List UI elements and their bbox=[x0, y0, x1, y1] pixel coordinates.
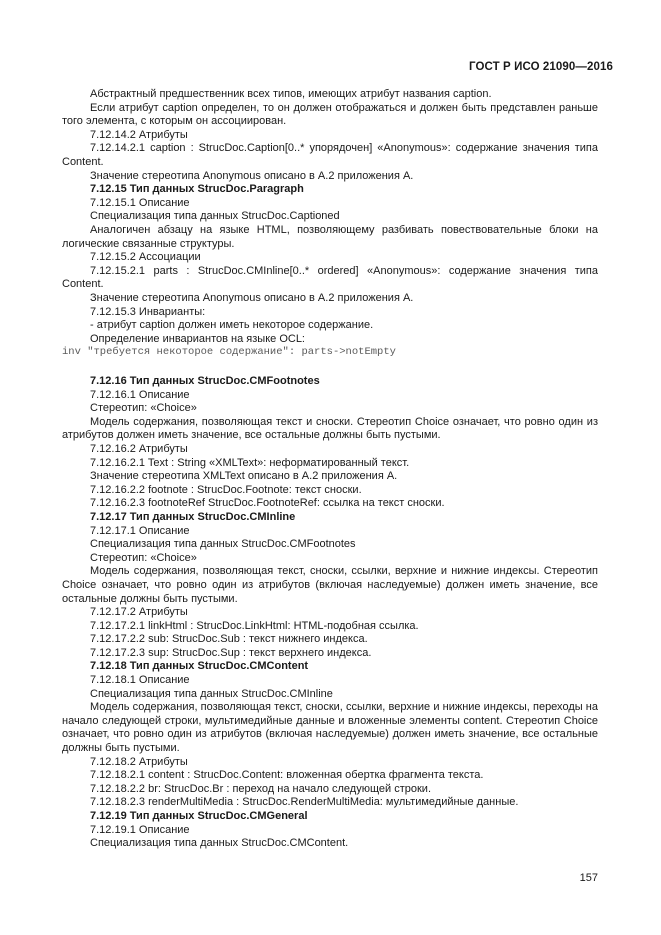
paragraph: Специализация типа данных StrucDoc.Captioned bbox=[90, 210, 340, 223]
section-heading: 7.12.16 Тип данных StrucDoc.CMFootnotes bbox=[90, 375, 320, 387]
paragraph: 7.12.18.2 Атрибуты bbox=[90, 755, 188, 768]
paragraph: - атрибут caption должен иметь некоторое содержание. bbox=[90, 319, 374, 332]
paragraph: 7.12.14.2.1 caption : StrucDoc.Caption[0..* упорядочен] «Anonymous»: содержание значения типа Content. bbox=[62, 142, 598, 168]
ocl-code-line: inv "требуется некоторое содержание": parts->notEmpty bbox=[62, 346, 396, 358]
document-header: ГОСТ Р ИСО 21090—2016 bbox=[468, 61, 613, 73]
paragraph: Абстрактный предшественник всех типов, имеющих атрибут названия caption. bbox=[90, 88, 492, 100]
paragraph: 7.12.15.2.1 parts : StrucDoc.CMInline[0..* ordered] «Anonymous»: содержание значения типа Content. bbox=[62, 264, 598, 291]
paragraph: Специализация типа данных StrucDoc.CMFootnotes bbox=[90, 538, 356, 551]
paragraph: Стереотип: «Choice» bbox=[90, 551, 197, 564]
paragraph: Определение инвариантов на языке OCL: bbox=[90, 332, 305, 345]
section-heading: 7.12.19 Тип данных StrucDoc.CMGeneral bbox=[90, 810, 308, 822]
text-block-2 bbox=[62, 375, 598, 851]
text-block-1 bbox=[62, 88, 598, 346]
paragraph: 7.12.18.2.1 content : StrucDoc.Content: вложенная обертка фрагмента текста. bbox=[90, 769, 484, 782]
paragraph: 7.12.16.2 Атрибуты bbox=[90, 442, 188, 455]
paragraph: 7.12.17.2 Атрибуты bbox=[90, 606, 188, 619]
paragraph: 7.12.16.1 Описание bbox=[90, 388, 190, 401]
section-heading: 7.12.15 Тип данных StrucDoc.Paragraph bbox=[90, 183, 304, 196]
paragraph: Значение стереотипа XMLText описано в А.2 приложения А. bbox=[90, 470, 398, 483]
section-heading: 7.12.18 Тип данных StrucDoc.CMContent bbox=[90, 660, 309, 673]
paragraph: Модель содержания, позволяющая текст, сноски, ссылки, верхние и нижние индексы. Стереотип Choice означает, что ровно один из атрибутов (включая наследуемые) должен иметь значение, все остальные должны быть пустыми. bbox=[62, 565, 598, 605]
paragraph: Специализация типа данных StrucDoc.CMContent. bbox=[90, 837, 349, 850]
paragraph: Если атрибут caption определен, то он должен отображаться и должен быть представлен раньше того элемента, с которым он ассоциирован. bbox=[62, 101, 598, 128]
section-heading: 7.12.17 Тип данных StrucDoc.CMInline bbox=[90, 510, 296, 523]
paragraph: 7.12.17.2.2 sub: StrucDoc.Sub : текст нижнего индекса. bbox=[90, 633, 368, 646]
paragraph: 7.12.17.1 Описание bbox=[90, 524, 190, 537]
paragraph: Аналогичен абзацу на языке HTML, позволяющему разбивать повествовательные блоки на логические связанные структуры. bbox=[62, 223, 598, 250]
paragraph: 7.12.18.2.3 renderMultiMedia : StrucDoc.RenderMultiMedia: мультимедийные данные. bbox=[90, 796, 519, 809]
paragraph: 7.12.16.2.2 footnote : StrucDoc.Footnote: текст сноски. bbox=[90, 483, 362, 496]
paragraph: 7.12.17.2.3 sup: StrucDoc.Sup : текст верхнего индекса. bbox=[90, 646, 372, 659]
page-number: 157 bbox=[579, 872, 598, 884]
paragraph: 7.12.18.2.2 br: StrucDoc.Br : переход на начало следующей строки. bbox=[90, 782, 432, 795]
paragraph: 7.12.14.2 Атрибуты bbox=[90, 128, 188, 141]
paragraph: 7.12.18.1 Описание bbox=[90, 674, 190, 687]
paragraph: 7.12.19.1 Описание bbox=[90, 823, 190, 836]
paragraph: 7.12.15.2 Ассоциации bbox=[90, 251, 201, 264]
paragraph: 7.12.15.3 Инварианты: bbox=[90, 305, 206, 318]
paragraph: Значение стереотипа Anonymous описано в А.2 приложения А. bbox=[90, 291, 414, 304]
paragraph: Специализация типа данных StrucDoc.CMInline bbox=[90, 687, 333, 700]
paragraph: Модель содержания, позволяющая текст и сноски. Стереотип Choice означает, что ровно один из атрибутов должен иметь значение, все остальные должны быть пустыми. bbox=[62, 415, 598, 442]
paragraph: Модель содержания, позволяющая текст, сноски, ссылки, верхние и нижние индексы, переходы на начало следующей строки, мультимедийные данные и вложенные элементы content. Стереотип Choice означает, что ровно один из атрибутов (включая наследуемые) должен иметь значение, все остальные должны быть пустыми. bbox=[62, 701, 598, 755]
paragraph: 7.12.17.2.1 linkHtml : StrucDoc.LinkHtml: HTML-подобная ссылка. bbox=[90, 619, 419, 632]
paragraph: 7.12.16.2.3 footnoteRef StrucDoc.FootnoteRef: ссылка на текст сноски. bbox=[90, 497, 445, 510]
paragraph: 7.12.16.2.1 Text : String «XMLText»: неформатированный текст. bbox=[90, 456, 410, 469]
paragraph: Стереотип: «Choice» bbox=[90, 402, 197, 415]
paragraph: 7.12.15.1 Описание bbox=[90, 196, 190, 209]
paragraph: Значение стереотипа Anonymous описано в А.2 приложения А. bbox=[90, 169, 414, 182]
